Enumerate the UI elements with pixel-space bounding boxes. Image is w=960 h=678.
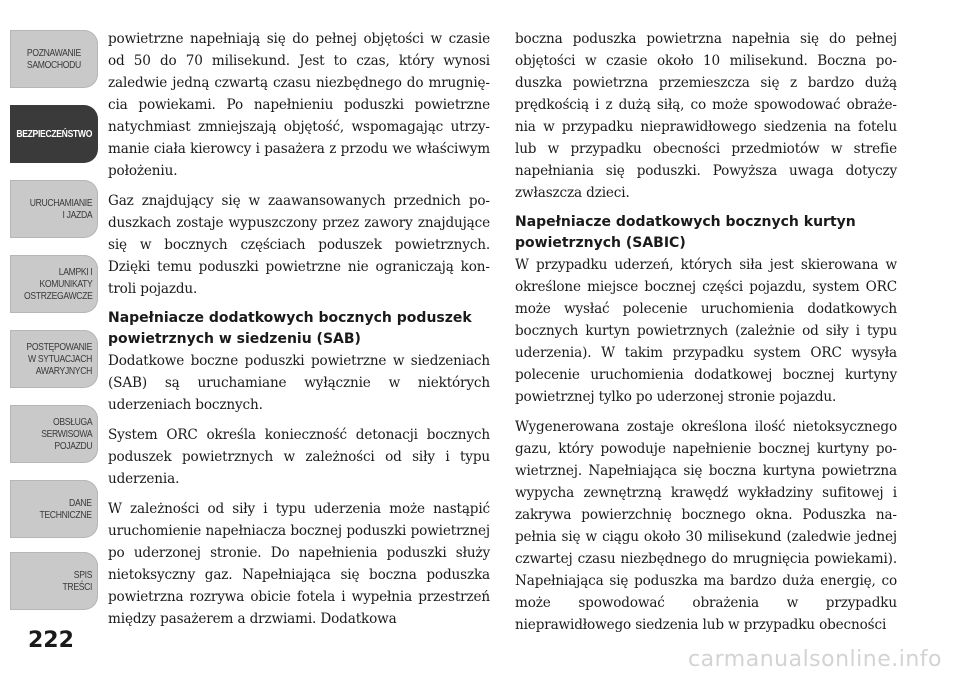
tab-obsluga-serwisowa[interactable] xyxy=(10,405,98,463)
tab-label: POZNAWANIE SAMOCHODU xyxy=(27,47,81,71)
right-text-column xyxy=(515,28,897,644)
tab-bezpieczenstwo[interactable] xyxy=(10,105,98,163)
watermark: carmanualsonline.info xyxy=(688,647,942,672)
paragraph: powietrzne napełniają się do pełnej objętości w czasie od 50 do 70 milisekund. Jest to czas, który wynosi zaledwie jedną czwartą czasu niezbędnego do mrugnięcia powiekami. Po napełnieniu poduszki powietrzne natychmiast zmniejszają objętość, wspomagając utrzymanie ciała kierowcy i pasażera z przodu we właściwym położeniu. xyxy=(108,31,490,179)
tab-postepowanie-w-sytuacjach-awaryjnych[interactable] xyxy=(10,330,98,388)
tab-uruchamianie-i-jazda[interactable] xyxy=(10,180,98,238)
tab-label: BEZPIECZEŃSTWO xyxy=(16,128,92,140)
paragraph: Gaz znajdujący się w zaawansowanych przednich poduszkach zostaje wypuszczony przez zawory znajdujące się w bocznych częściach poduszek powietrznych. Dzięki temu poduszki powietrzne nie ograniczają kontroli pojazdu. xyxy=(108,193,490,297)
paragraph: Wygenerowana zostaje określona ilość nietoksycznego gazu, który powoduje napełnienie bocznej kurtyny powietrznej. Napełniająca się boczna kurtyna powietrzna wypycha zewnętrzną krawędź wykładziny sufitowej i zakrywa powierzchnię bocznego okna. Poduszka napełnia się w ciągu około 30 milisekund (zaledwie jednej czwartej czasu niezbędnego do mrugnięcia powiekami). Napełniająca się poduszka ma bardzo duża energię, co może spowodować obrażenia w przypadku nieprawidłowego siedzenia lub w przypadku obecności xyxy=(515,419,897,633)
page-number: 222 xyxy=(28,628,74,653)
tab-poznawanie-samochodu[interactable] xyxy=(10,30,98,88)
section-tabs xyxy=(0,0,103,610)
left-text-column xyxy=(108,28,490,638)
tab-label: OBSŁUGA SERWISOWA POJAZDU xyxy=(40,416,92,452)
paragraph: W zależności od siły i typu uderzenia może nastąpić uruchomienie napełniacza bocznej poduszki powietrznej po uderzonej stronie. Do napełnienia poduszki służy nietoksyczny gaz. Napełniająca się boczna poduszka powietrzna rozrywa obicie fotela i wypełnia przestrzeń między pasażerem a drzwiami. Dodatkowa xyxy=(108,501,490,627)
paragraph: boczna poduszka powietrzna napełnia się do pełnej objętości w czasie około 10 milisekund. Boczna poduszka powietrzna przemieszcza się z bardzo dużą prędkością i z dużą siłą, co może spowodować obrażenia w przypadku nieprawidłowego siedzenia na fotelu lub w przypadku obecności przedmiotów w strefie napełniania się poduszki. Powyższa uwaga dotyczy zwłaszcza dzieci. xyxy=(515,31,897,201)
section-heading: Napełniacze dodatkowych bocznych kurtyn powietrznych (SABIC) xyxy=(515,214,856,251)
paragraph: System ORC określa konieczność detonacji bocznych poduszek powietrznych w zależności od siły i typu uderzenia. xyxy=(108,427,490,487)
tab-dane-techniczne[interactable] xyxy=(10,480,98,538)
tab-lampki-i-komunikaty[interactable] xyxy=(10,255,98,313)
tab-label: DANE TECHNICZNE xyxy=(39,497,92,521)
section-heading: Napełniacze dodatkowych bocznych poduszek powietrznych w siedzeniu (SAB) xyxy=(108,310,472,347)
tab-spis-tresci[interactable] xyxy=(10,552,98,610)
paragraph: Dodatkowe boczne poduszki powietrzne w siedzeniach (SAB) są uruchamiane wyłącznie w niektórych uderzeniach bocznych. xyxy=(108,353,490,413)
tab-label: URUCHAMIANIE I JAZDA xyxy=(29,197,92,221)
paragraph: W przypadku uderzeń, których siła jest skierowana w określone miejsce bocznej części pojazdu, system ORC może wysłać polecenie uruchomienia dodatkowych bocznych kurtyn powietrznych (zależnie od siły i typu uderzenia). W takim przypadku system ORC wysyła polecenie uruchomienia dodatkowej bocznej kurtyny powietrznej tylko po uderzonej stronie pojazdu. xyxy=(515,257,897,405)
tab-label: POSTĘPOWANIE W SYTUACJACH AWARYJNYCH xyxy=(26,341,92,377)
tab-label: SPIS TREŚCI xyxy=(62,569,92,593)
tab-label: LAMPKI I KOMUNIKATY OSTRZEGAWCZE xyxy=(23,266,92,302)
